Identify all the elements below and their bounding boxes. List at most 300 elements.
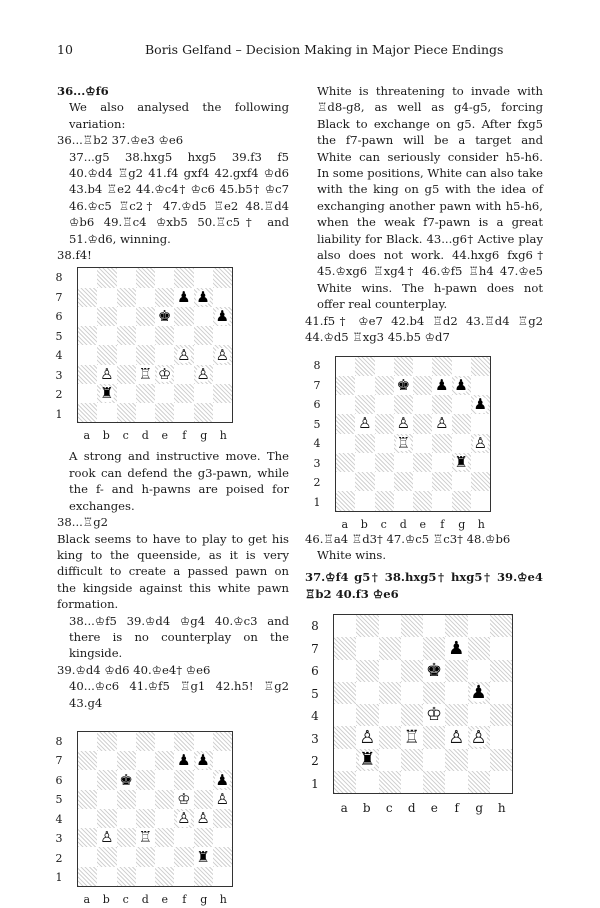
file-label: a (341, 517, 349, 531)
board-square (136, 751, 155, 770)
board-square (432, 453, 451, 472)
board-square (375, 414, 394, 433)
board-square (356, 704, 378, 726)
board-square (194, 751, 213, 770)
board-square (136, 828, 155, 847)
board-square (356, 615, 378, 637)
chess-piece: ♚ (119, 770, 133, 789)
board-square (423, 771, 445, 793)
board-square (413, 376, 432, 395)
board-square (213, 403, 232, 422)
board-square (78, 268, 97, 287)
board-square (194, 732, 213, 751)
board-square (471, 453, 490, 472)
board-square (174, 770, 193, 789)
board-square (445, 771, 467, 793)
board-square (401, 637, 423, 659)
chess-diagram-3 (305, 356, 543, 531)
page-number: 10 (57, 42, 73, 57)
board-square (194, 403, 213, 422)
board-square (334, 660, 356, 682)
chess-piece: ♙ (215, 345, 230, 364)
chess-diagram-1 (55, 267, 289, 443)
board-square (194, 828, 213, 847)
paragraph: We also analysed the following variation: (69, 100, 289, 131)
board-square (432, 434, 451, 453)
board-square (155, 867, 174, 886)
board-square (452, 491, 471, 510)
board-square (379, 615, 401, 637)
rank-label: 4 (55, 812, 63, 826)
board-square (334, 615, 356, 637)
board-square (136, 732, 155, 751)
board-square (155, 828, 174, 847)
board-square (78, 809, 97, 828)
board-square (136, 384, 155, 403)
board-square (155, 384, 174, 403)
board-square (136, 326, 155, 345)
chess-piece: ♙ (196, 809, 210, 828)
file-label: c (122, 892, 129, 906)
board-square (355, 472, 374, 491)
board-square (155, 790, 174, 809)
board-square (174, 751, 193, 770)
board-square (379, 749, 401, 771)
rank-label: 1 (311, 776, 319, 791)
board-square (401, 660, 423, 682)
board-square (136, 790, 155, 809)
file-label: h (219, 892, 227, 906)
rank-label: 6 (55, 310, 63, 324)
board-square (334, 704, 356, 726)
chess-piece: ♟ (448, 637, 465, 659)
sub-variation: 38...♔f5 39.♔d4 ♔g4 40.♔c3 and there is no counterplay on the kingside. (69, 613, 289, 661)
board-square (194, 809, 213, 828)
board-square (117, 384, 136, 403)
rank-label: 7 (55, 290, 63, 304)
paragraph: Black seems to have to play to get his king to the queenside, as it is very difficult to create a passed pawn on the kingside against this white pawn formation. (57, 531, 289, 612)
board-square (155, 326, 174, 345)
board-square (356, 682, 378, 704)
board-square (174, 326, 193, 345)
board-square (117, 732, 136, 751)
file-label: b (102, 892, 110, 906)
move-heading: 37.♔f4 g5† 38.hxg5† hxg5† 39.♔e4 ♖b2 40.f3 ♔e6 (305, 570, 543, 601)
board-square (471, 357, 490, 376)
board-square (375, 434, 394, 453)
board-square (97, 828, 116, 847)
board-square (356, 660, 378, 682)
chess-piece: ♙ (177, 809, 191, 828)
board-square (213, 345, 232, 364)
file-label: d (407, 801, 416, 816)
board-square (97, 288, 116, 307)
chess-piece: ♜ (454, 452, 468, 471)
board-square (336, 491, 355, 510)
board-square (117, 790, 136, 809)
chess-diagram-2 (55, 731, 289, 906)
board-square (117, 307, 136, 326)
board-square (213, 770, 232, 789)
file-label: b (102, 429, 110, 443)
chess-piece: ♚ (157, 307, 172, 326)
board-square (413, 491, 432, 510)
file-label: h (219, 429, 227, 443)
chess-piece: ♜ (100, 384, 114, 403)
board-square (394, 491, 413, 510)
board-square (194, 288, 213, 307)
chess-diagram-4 (305, 614, 543, 814)
rank-label: 8 (55, 271, 63, 285)
rank-label: 3 (55, 368, 63, 382)
chess-piece: ♖ (403, 726, 420, 748)
board-square (97, 307, 116, 326)
board-square (78, 828, 97, 847)
file-label: a (340, 801, 348, 816)
board-square (213, 828, 232, 847)
chess-piece: ♙ (473, 433, 488, 452)
board-square (471, 376, 490, 395)
board-square (213, 847, 232, 866)
rank-label: 5 (311, 686, 319, 701)
board-square (194, 307, 213, 326)
board-square (213, 307, 232, 326)
board-square (174, 345, 193, 364)
rank-label: 4 (311, 709, 319, 724)
board-square (194, 384, 213, 403)
board-square (194, 867, 213, 886)
board-square (97, 365, 116, 384)
rank-label: 5 (55, 329, 63, 343)
file-label: d (141, 429, 149, 443)
board-square (401, 704, 423, 726)
chess-piece: ♟ (177, 751, 191, 770)
rank-label: 4 (55, 349, 63, 363)
rank-label: 2 (313, 476, 321, 490)
board-square (355, 395, 374, 414)
rank-label: 2 (311, 754, 319, 769)
board-square (155, 288, 174, 307)
board-square (117, 770, 136, 789)
rank-label: 1 (55, 871, 63, 885)
board-square (174, 403, 193, 422)
board-square (213, 384, 232, 403)
board-square (78, 770, 97, 789)
board-square (336, 453, 355, 472)
chess-piece: ♔ (157, 364, 172, 383)
board-square (394, 472, 413, 491)
sub-variation: 37...g5 38.hxg5 hxg5 39.f3 f5 40.♔d4 ♖g2 41.f4 gxf4 42.gxf4 ♔d6 43.b4 ♖e2 44.♔c4† ♔c6 45.b5† ♔c7 46.♔c5 ♖c2† 47.♔d5 ♖e2 48.♖d4 ♔b6 49.♖c4 ♔xb5 50.♖c5† and 51.♔d6, winning. (69, 149, 289, 246)
board-square (490, 749, 512, 771)
board-square (155, 732, 174, 751)
board-square (375, 472, 394, 491)
chess-piece: ♜ (196, 847, 210, 866)
board-square (356, 726, 378, 748)
chess-piece: ♙ (196, 364, 210, 383)
board-square (117, 809, 136, 828)
board-square (194, 847, 213, 866)
board-square (401, 682, 423, 704)
board-square (174, 268, 193, 287)
board-square (117, 365, 136, 384)
board-square (117, 403, 136, 422)
board-square (379, 637, 401, 659)
rank-label: 3 (55, 832, 63, 846)
board-square (174, 867, 193, 886)
file-label: c (122, 429, 129, 443)
board-square (336, 395, 355, 414)
board-square (336, 376, 355, 395)
board-square (78, 790, 97, 809)
rank-label: 3 (311, 731, 319, 746)
board-square (97, 847, 116, 866)
chess-piece: ♟ (470, 682, 487, 703)
board-square (78, 288, 97, 307)
file-label: a (83, 429, 91, 443)
board-square (490, 726, 512, 748)
board-square (174, 732, 193, 751)
board-square (445, 615, 467, 637)
chess-piece: ♙ (100, 828, 114, 847)
board-square (379, 660, 401, 682)
board-square (117, 288, 136, 307)
chess-piece: ♖ (138, 364, 153, 383)
board-square (97, 326, 116, 345)
board-square (394, 357, 413, 376)
rank-label: 8 (55, 734, 63, 748)
board-square (413, 472, 432, 491)
board-square (174, 365, 193, 384)
board-square (432, 472, 451, 491)
chess-piece: ♔ (426, 704, 443, 726)
board-square (334, 771, 356, 793)
board-square (413, 434, 432, 453)
file-label: e (419, 517, 426, 531)
board-square (117, 847, 136, 866)
board-square (174, 847, 193, 866)
chess-piece: ♟ (454, 375, 468, 394)
board-square (155, 809, 174, 828)
board-square (423, 726, 445, 748)
board-square (117, 828, 136, 847)
file-label: c (385, 801, 393, 816)
board-square (401, 726, 423, 748)
board-square (174, 288, 193, 307)
file-label: b (362, 801, 371, 816)
board-square (174, 809, 193, 828)
board-square (394, 453, 413, 472)
board-square (432, 491, 451, 510)
chess-piece: ♟ (177, 287, 191, 306)
rank-label: 7 (311, 641, 319, 656)
board-square (174, 828, 193, 847)
board-square (490, 704, 512, 726)
board-square (155, 307, 174, 326)
board-square (174, 384, 193, 403)
board-square (452, 376, 471, 395)
board-square (97, 268, 116, 287)
board-square (468, 704, 490, 726)
chess-piece: ♟ (196, 751, 210, 770)
board-square (194, 365, 213, 384)
board-square (423, 704, 445, 726)
board-square (413, 395, 432, 414)
board-square (336, 414, 355, 433)
board-square (394, 414, 413, 433)
board-square (401, 615, 423, 637)
chess-piece: ♙ (435, 414, 449, 433)
board-square (213, 809, 232, 828)
board-square (379, 726, 401, 748)
chess-piece: ♙ (359, 726, 376, 748)
move: 38...♖g2 (57, 515, 109, 530)
chess-piece: ♟ (196, 287, 210, 306)
board-square (334, 726, 356, 748)
board-square (213, 326, 232, 345)
board-square (356, 749, 378, 771)
board-square (334, 749, 356, 771)
board-square (97, 751, 116, 770)
file-label: e (161, 892, 168, 906)
board-square (213, 790, 232, 809)
board-square (136, 268, 155, 287)
rank-label: 6 (313, 398, 321, 412)
board-square (213, 268, 232, 287)
board-square (78, 847, 97, 866)
board-square (394, 376, 413, 395)
rank-label: 8 (313, 359, 321, 373)
board-square (155, 847, 174, 866)
board-square (194, 326, 213, 345)
board-square (336, 434, 355, 453)
rank-label: 8 (311, 619, 319, 634)
board-square (136, 365, 155, 384)
board-square (379, 704, 401, 726)
board-square (468, 637, 490, 659)
board-square (174, 307, 193, 326)
board-square (452, 434, 471, 453)
chess-piece: ♙ (177, 345, 191, 364)
chess-piece: ♙ (215, 789, 230, 808)
board-square (97, 403, 116, 422)
rank-label: 3 (313, 456, 321, 470)
board-square (355, 491, 374, 510)
board-square (155, 345, 174, 364)
board-square (471, 472, 490, 491)
sub-variation: 40...♔c6 41.♔f5 ♖g1 42.h5! ♖g2 43.g4 (69, 679, 289, 710)
file-label: g (475, 801, 484, 816)
board-square (117, 867, 136, 886)
board-square (336, 472, 355, 491)
board-square (375, 453, 394, 472)
chess-piece: ♚ (396, 375, 411, 394)
chess-piece: ♙ (448, 726, 465, 748)
board-square (375, 357, 394, 376)
board-square (97, 732, 116, 751)
board-square (213, 288, 232, 307)
chess-piece: ♖ (138, 828, 153, 847)
board-square (136, 847, 155, 866)
board-square (78, 365, 97, 384)
rank-label: 2 (55, 851, 63, 865)
chess-piece: ♚ (426, 659, 443, 681)
board-square (375, 395, 394, 414)
board-square (423, 749, 445, 771)
file-label: b (360, 517, 368, 531)
board-square (432, 376, 451, 395)
board-square (174, 790, 193, 809)
board-square (432, 414, 451, 433)
board-square (452, 453, 471, 472)
board-square (117, 751, 136, 770)
board-square (423, 615, 445, 637)
board-square (155, 751, 174, 770)
board-square (452, 357, 471, 376)
board-square (155, 268, 174, 287)
board-square (155, 365, 174, 384)
page-header (57, 42, 547, 60)
board-square (136, 403, 155, 422)
file-label: g (200, 892, 208, 906)
file-label: d (399, 517, 407, 531)
board-square (432, 395, 451, 414)
board-square (468, 749, 490, 771)
chess-piece: ♙ (358, 414, 372, 433)
file-label: h (477, 517, 485, 531)
board-square (445, 704, 467, 726)
board-square (468, 726, 490, 748)
board-square (78, 867, 97, 886)
board-square (490, 637, 512, 659)
board-square (490, 660, 512, 682)
board-square (394, 434, 413, 453)
board-square (490, 682, 512, 704)
board-square (355, 376, 374, 395)
board-square (452, 395, 471, 414)
file-label: f (182, 429, 187, 443)
file-label: h (497, 801, 506, 816)
board-square (468, 660, 490, 682)
rank-label: 6 (55, 773, 63, 787)
move: 41.f5† ♔e7 42.b4 ♖d2 43.♖d4 ♖g2 44.♔d5 ♖xg3 45.b5 ♔d7 (305, 313, 543, 345)
board-square (355, 414, 374, 433)
file-label: a (83, 892, 91, 906)
file-label: e (430, 801, 438, 816)
board-square (117, 345, 136, 364)
board-square (490, 771, 512, 793)
chess-piece: ♟ (215, 770, 230, 789)
chess-piece: ♟ (215, 307, 230, 326)
running-title: Boris Gelfand – Decision Making in Major Piece Endings (145, 42, 504, 57)
chess-piece: ♙ (100, 364, 114, 383)
board-square (136, 809, 155, 828)
rank-label: 5 (313, 417, 321, 431)
left-column (55, 83, 289, 906)
board-square (155, 403, 174, 422)
rank-label: 5 (55, 793, 63, 807)
board-square (78, 732, 97, 751)
board-square (213, 365, 232, 384)
board-square (194, 345, 213, 364)
file-label: f (182, 892, 187, 906)
board-square (355, 357, 374, 376)
board-square (413, 453, 432, 472)
board-square (356, 637, 378, 659)
board-square (468, 682, 490, 704)
board-square (471, 395, 490, 414)
board-square (432, 357, 451, 376)
board-square (452, 472, 471, 491)
